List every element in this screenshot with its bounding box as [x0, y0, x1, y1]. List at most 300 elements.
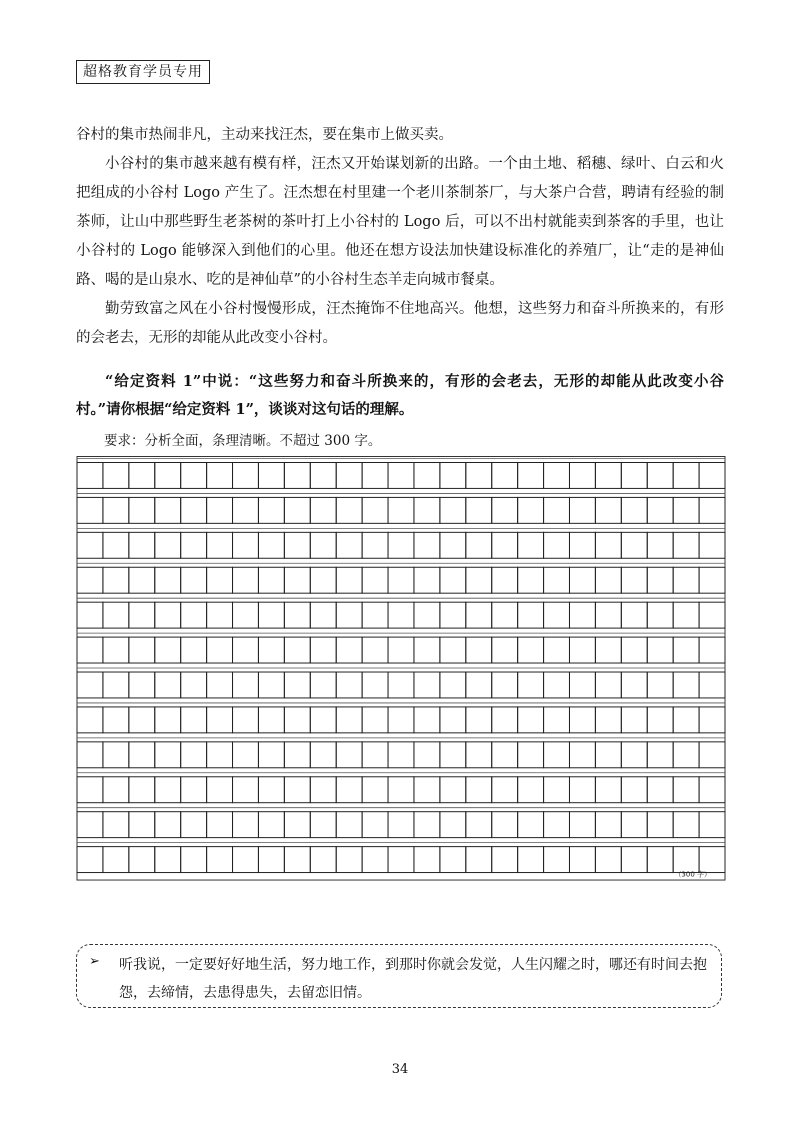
- answer-cell[interactable]: [207, 602, 233, 628]
- answer-cell[interactable]: [440, 812, 466, 838]
- answer-cell[interactable]: [181, 777, 207, 803]
- answer-cell[interactable]: [466, 637, 492, 663]
- answer-cell[interactable]: [310, 567, 336, 593]
- answer-cell[interactable]: [569, 497, 595, 523]
- answer-cell[interactable]: [336, 777, 362, 803]
- answer-cell[interactable]: [310, 602, 336, 628]
- answer-cell[interactable]: [103, 847, 129, 873]
- answer-cell[interactable]: [258, 672, 284, 698]
- answer-cell[interactable]: [181, 532, 207, 558]
- answer-cell[interactable]: [595, 847, 621, 873]
- answer-cell[interactable]: [284, 497, 310, 523]
- answer-cell[interactable]: [233, 497, 259, 523]
- answer-cell[interactable]: [518, 847, 544, 873]
- answer-cell[interactable]: [518, 567, 544, 593]
- answer-cell[interactable]: [181, 672, 207, 698]
- answer-cell[interactable]: [595, 532, 621, 558]
- answer-cell[interactable]: [388, 707, 414, 733]
- answer-cell[interactable]: [595, 707, 621, 733]
- answer-cell[interactable]: [284, 707, 310, 733]
- answer-cell[interactable]: [621, 463, 647, 489]
- answer-cell[interactable]: [673, 847, 699, 873]
- answer-cell[interactable]: [440, 602, 466, 628]
- answer-cell[interactable]: [647, 742, 673, 768]
- answer-cell[interactable]: [310, 812, 336, 838]
- answer-cell[interactable]: [181, 742, 207, 768]
- answer-cell[interactable]: [414, 742, 440, 768]
- answer-cell[interactable]: [492, 777, 518, 803]
- answer-cell[interactable]: [129, 532, 155, 558]
- answer-cell[interactable]: [466, 602, 492, 628]
- answer-cell[interactable]: [544, 497, 570, 523]
- answer-cell[interactable]: [129, 463, 155, 489]
- answer-cell[interactable]: [77, 707, 103, 733]
- answer-cell[interactable]: [440, 742, 466, 768]
- answer-cell[interactable]: [466, 497, 492, 523]
- answer-cell[interactable]: [181, 463, 207, 489]
- answer-cell[interactable]: [155, 463, 181, 489]
- answer-cell[interactable]: [414, 602, 440, 628]
- answer-cell[interactable]: [647, 777, 673, 803]
- answer-cell[interactable]: [466, 812, 492, 838]
- answer-cell[interactable]: [621, 707, 647, 733]
- answer-cell[interactable]: [699, 567, 725, 593]
- answer-cell[interactable]: [440, 672, 466, 698]
- answer-cell[interactable]: [310, 742, 336, 768]
- answer-cell[interactable]: [466, 672, 492, 698]
- answer-cell[interactable]: [362, 777, 388, 803]
- answer-cell[interactable]: [673, 567, 699, 593]
- answer-cell[interactable]: [544, 602, 570, 628]
- answer-cell[interactable]: [362, 707, 388, 733]
- answer-cell[interactable]: [362, 602, 388, 628]
- answer-cell[interactable]: [647, 812, 673, 838]
- answer-cell[interactable]: [258, 742, 284, 768]
- answer-cell[interactable]: [77, 463, 103, 489]
- answer-cell[interactable]: [492, 847, 518, 873]
- answer-cell[interactable]: [388, 567, 414, 593]
- answer-cell[interactable]: [595, 637, 621, 663]
- answer-cell[interactable]: [310, 463, 336, 489]
- answer-cell[interactable]: [336, 532, 362, 558]
- answer-cell[interactable]: [569, 567, 595, 593]
- answer-cell[interactable]: [336, 707, 362, 733]
- answer-cell[interactable]: [492, 532, 518, 558]
- answer-cell[interactable]: [336, 463, 362, 489]
- answer-cell[interactable]: [207, 672, 233, 698]
- answer-cell[interactable]: [155, 532, 181, 558]
- answer-cell[interactable]: [181, 847, 207, 873]
- answer-cell[interactable]: [466, 567, 492, 593]
- answer-cell[interactable]: [284, 847, 310, 873]
- answer-cell[interactable]: [362, 637, 388, 663]
- answer-cell[interactable]: [544, 847, 570, 873]
- answer-cell[interactable]: [544, 672, 570, 698]
- answer-cell[interactable]: [673, 637, 699, 663]
- answer-cell[interactable]: [362, 567, 388, 593]
- answer-cell[interactable]: [129, 497, 155, 523]
- answer-cell[interactable]: [595, 463, 621, 489]
- answer-cell[interactable]: [207, 532, 233, 558]
- answer-cell[interactable]: [388, 532, 414, 558]
- answer-cell[interactable]: [621, 777, 647, 803]
- answer-cell[interactable]: [77, 847, 103, 873]
- answer-cell[interactable]: [284, 812, 310, 838]
- answer-cell[interactable]: [518, 532, 544, 558]
- answer-cell[interactable]: [647, 637, 673, 663]
- answer-cell[interactable]: [129, 567, 155, 593]
- answer-cell[interactable]: [129, 637, 155, 663]
- answer-cell[interactable]: [544, 532, 570, 558]
- answer-cell[interactable]: [336, 672, 362, 698]
- answer-cell[interactable]: [440, 532, 466, 558]
- answer-cell[interactable]: [181, 707, 207, 733]
- answer-cell[interactable]: [569, 707, 595, 733]
- answer-cell[interactable]: [388, 742, 414, 768]
- answer-cell[interactable]: [492, 812, 518, 838]
- answer-cell[interactable]: [103, 602, 129, 628]
- answer-cell[interactable]: [595, 602, 621, 628]
- answer-cell[interactable]: [181, 602, 207, 628]
- answer-cell[interactable]: [492, 463, 518, 489]
- answer-cell[interactable]: [466, 742, 492, 768]
- answer-cell[interactable]: [284, 463, 310, 489]
- answer-cell[interactable]: [544, 707, 570, 733]
- answer-cell[interactable]: [388, 602, 414, 628]
- answer-cell[interactable]: [207, 637, 233, 663]
- answer-cell[interactable]: [518, 777, 544, 803]
- answer-cell[interactable]: [414, 777, 440, 803]
- answer-cell[interactable]: [518, 812, 544, 838]
- answer-cell[interactable]: [414, 812, 440, 838]
- answer-cell[interactable]: [492, 497, 518, 523]
- answer-cell[interactable]: [699, 602, 725, 628]
- answer-cell[interactable]: [336, 847, 362, 873]
- answer-cell[interactable]: [673, 497, 699, 523]
- answer-cell[interactable]: [647, 463, 673, 489]
- answer-cell[interactable]: [544, 637, 570, 663]
- answer-cell[interactable]: [569, 742, 595, 768]
- answer-cell[interactable]: [699, 532, 725, 558]
- answer-cell[interactable]: [440, 497, 466, 523]
- answer-cell[interactable]: [621, 812, 647, 838]
- answer-cell[interactable]: [414, 637, 440, 663]
- answer-cell[interactable]: [647, 602, 673, 628]
- answer-cell[interactable]: [544, 463, 570, 489]
- answer-cell[interactable]: [233, 672, 259, 698]
- answer-cell[interactable]: [181, 637, 207, 663]
- answer-cell[interactable]: [595, 672, 621, 698]
- answer-cell[interactable]: [647, 532, 673, 558]
- answer-cell[interactable]: [258, 812, 284, 838]
- answer-cell[interactable]: [621, 567, 647, 593]
- answer-cell[interactable]: [621, 637, 647, 663]
- answer-cell[interactable]: [518, 497, 544, 523]
- answer-cell[interactable]: [518, 707, 544, 733]
- answer-cell[interactable]: [414, 497, 440, 523]
- answer-cell[interactable]: [155, 707, 181, 733]
- answer-cell[interactable]: [518, 742, 544, 768]
- answer-cell[interactable]: [440, 637, 466, 663]
- answer-cell[interactable]: [284, 532, 310, 558]
- answer-cell[interactable]: [129, 812, 155, 838]
- answer-cell[interactable]: [466, 463, 492, 489]
- answer-cell[interactable]: [647, 707, 673, 733]
- answer-cell[interactable]: [595, 497, 621, 523]
- answer-cell[interactable]: [129, 847, 155, 873]
- answer-cell[interactable]: [284, 602, 310, 628]
- answer-cell[interactable]: [699, 812, 725, 838]
- answer-cell[interactable]: [207, 812, 233, 838]
- answer-cell[interactable]: [388, 637, 414, 663]
- answer-cell[interactable]: [544, 742, 570, 768]
- answer-cell[interactable]: [673, 742, 699, 768]
- answer-cell[interactable]: [181, 567, 207, 593]
- answer-cell[interactable]: [77, 812, 103, 838]
- answer-cell[interactable]: [77, 672, 103, 698]
- answer-cell[interactable]: [440, 567, 466, 593]
- answer-cell[interactable]: [233, 812, 259, 838]
- answer-cell[interactable]: [569, 672, 595, 698]
- answer-cell[interactable]: [181, 497, 207, 523]
- answer-cell[interactable]: [673, 777, 699, 803]
- answer-cell[interactable]: [310, 672, 336, 698]
- answer-cell[interactable]: [77, 637, 103, 663]
- answer-cell[interactable]: [129, 777, 155, 803]
- answer-cell[interactable]: [569, 602, 595, 628]
- answer-cell[interactable]: [310, 707, 336, 733]
- answer-cell[interactable]: [103, 532, 129, 558]
- answer-cell[interactable]: [647, 847, 673, 873]
- answer-cell[interactable]: [362, 532, 388, 558]
- answer-cell[interactable]: [155, 812, 181, 838]
- answer-cell[interactable]: [569, 777, 595, 803]
- answer-cell[interactable]: [518, 672, 544, 698]
- answer-cell[interactable]: [103, 707, 129, 733]
- answer-cell[interactable]: [699, 742, 725, 768]
- answer-cell[interactable]: [155, 497, 181, 523]
- answer-cell[interactable]: [284, 672, 310, 698]
- answer-cell[interactable]: [569, 532, 595, 558]
- answer-cell[interactable]: [673, 707, 699, 733]
- answer-cell[interactable]: [258, 532, 284, 558]
- answer-cell[interactable]: [310, 637, 336, 663]
- answer-cell[interactable]: [673, 463, 699, 489]
- answer-cell[interactable]: [621, 602, 647, 628]
- answer-cell[interactable]: [414, 463, 440, 489]
- answer-cell[interactable]: [388, 777, 414, 803]
- answer-cell[interactable]: [233, 567, 259, 593]
- answer-cell[interactable]: [621, 847, 647, 873]
- answer-cell[interactable]: [310, 497, 336, 523]
- answer-cell[interactable]: [362, 847, 388, 873]
- answer-cell[interactable]: [518, 637, 544, 663]
- answer-cell[interactable]: [673, 532, 699, 558]
- answer-cell[interactable]: [103, 812, 129, 838]
- answer-cell[interactable]: [233, 777, 259, 803]
- answer-cell[interactable]: [284, 567, 310, 593]
- answer-cell[interactable]: [258, 707, 284, 733]
- answer-cell[interactable]: [414, 567, 440, 593]
- answer-cell[interactable]: [492, 707, 518, 733]
- answer-cell[interactable]: [129, 707, 155, 733]
- answer-cell[interactable]: [595, 777, 621, 803]
- answer-cell[interactable]: [388, 463, 414, 489]
- answer-cell[interactable]: [233, 707, 259, 733]
- answer-cell[interactable]: [129, 602, 155, 628]
- answer-cell[interactable]: [155, 777, 181, 803]
- answer-cell[interactable]: [673, 672, 699, 698]
- answer-cell[interactable]: [155, 742, 181, 768]
- answer-cell[interactable]: [388, 672, 414, 698]
- answer-cell[interactable]: [310, 847, 336, 873]
- answer-cell[interactable]: [155, 847, 181, 873]
- answer-cell[interactable]: [492, 567, 518, 593]
- answer-cell[interactable]: [77, 602, 103, 628]
- answer-cell[interactable]: [77, 567, 103, 593]
- answer-cell[interactable]: [414, 532, 440, 558]
- answer-cell[interactable]: [699, 637, 725, 663]
- answer-cell[interactable]: [207, 567, 233, 593]
- answer-cell[interactable]: [233, 742, 259, 768]
- answer-cell[interactable]: [77, 777, 103, 803]
- answer-cell[interactable]: [336, 742, 362, 768]
- answer-cell[interactable]: [544, 812, 570, 838]
- answer-cell[interactable]: [336, 567, 362, 593]
- answer-cell[interactable]: [103, 637, 129, 663]
- answer-cell[interactable]: [284, 637, 310, 663]
- answer-cell[interactable]: [362, 742, 388, 768]
- answer-cell[interactable]: [258, 463, 284, 489]
- answer-cell[interactable]: [77, 742, 103, 768]
- answer-cell[interactable]: [207, 463, 233, 489]
- answer-cell[interactable]: [362, 497, 388, 523]
- answer-cell[interactable]: [621, 497, 647, 523]
- answer-cell[interactable]: [233, 463, 259, 489]
- answer-cell[interactable]: [103, 463, 129, 489]
- answer-cell[interactable]: [155, 637, 181, 663]
- answer-cell[interactable]: [699, 463, 725, 489]
- answer-cell[interactable]: [699, 672, 725, 698]
- answer-cell[interactable]: [258, 637, 284, 663]
- answer-cell[interactable]: [103, 567, 129, 593]
- answer-cell[interactable]: [77, 497, 103, 523]
- answer-cell[interactable]: [336, 812, 362, 838]
- answer-cell[interactable]: [595, 812, 621, 838]
- answer-cell[interactable]: [103, 777, 129, 803]
- answer-cell[interactable]: [440, 847, 466, 873]
- answer-cell[interactable]: [440, 777, 466, 803]
- answer-cell[interactable]: [544, 777, 570, 803]
- answer-cell[interactable]: [258, 847, 284, 873]
- answer-cell[interactable]: [258, 567, 284, 593]
- answer-cell[interactable]: [129, 742, 155, 768]
- answer-cell[interactable]: [77, 532, 103, 558]
- answer-cell[interactable]: [595, 742, 621, 768]
- answer-cell[interactable]: [362, 672, 388, 698]
- answer-cell[interactable]: [466, 777, 492, 803]
- answer-cell[interactable]: [155, 602, 181, 628]
- answer-cell[interactable]: [233, 602, 259, 628]
- answer-cell[interactable]: [336, 497, 362, 523]
- answer-cell[interactable]: [492, 602, 518, 628]
- answer-cell[interactable]: [595, 567, 621, 593]
- answer-cell[interactable]: [207, 497, 233, 523]
- answer-cell[interactable]: [569, 463, 595, 489]
- answer-cell[interactable]: [207, 707, 233, 733]
- answer-cell[interactable]: [569, 812, 595, 838]
- answer-cell[interactable]: [492, 672, 518, 698]
- answer-cell[interactable]: [207, 742, 233, 768]
- answer-cell[interactable]: [492, 742, 518, 768]
- answer-cell[interactable]: [388, 847, 414, 873]
- answer-cell[interactable]: [258, 602, 284, 628]
- answer-cell[interactable]: [284, 742, 310, 768]
- answer-cell[interactable]: [673, 812, 699, 838]
- answer-cell[interactable]: [233, 532, 259, 558]
- answer-cell[interactable]: [621, 672, 647, 698]
- answer-cell[interactable]: [414, 707, 440, 733]
- answer-cell[interactable]: [699, 777, 725, 803]
- answer-cell[interactable]: [699, 707, 725, 733]
- answer-cell[interactable]: [336, 637, 362, 663]
- answer-cell[interactable]: [492, 637, 518, 663]
- answer-cell[interactable]: [258, 497, 284, 523]
- answer-cell[interactable]: [440, 707, 466, 733]
- answer-cell[interactable]: [621, 532, 647, 558]
- answer-cell[interactable]: [518, 602, 544, 628]
- answer-cell[interactable]: [647, 497, 673, 523]
- answer-cell[interactable]: [129, 672, 155, 698]
- answer-cell[interactable]: [569, 847, 595, 873]
- answer-cell[interactable]: [310, 532, 336, 558]
- answer-cell[interactable]: [155, 672, 181, 698]
- answer-cell[interactable]: [466, 707, 492, 733]
- answer-cell[interactable]: [414, 672, 440, 698]
- answer-cell[interactable]: [388, 497, 414, 523]
- answer-cell[interactable]: [647, 672, 673, 698]
- answer-cell[interactable]: [673, 602, 699, 628]
- answer-cell[interactable]: [207, 847, 233, 873]
- answer-cell[interactable]: [699, 847, 725, 873]
- answer-cell[interactable]: [155, 567, 181, 593]
- answer-cell[interactable]: [466, 532, 492, 558]
- answer-cell[interactable]: [544, 567, 570, 593]
- answer-cell[interactable]: [233, 637, 259, 663]
- answer-cell[interactable]: [310, 777, 336, 803]
- answer-cell[interactable]: [181, 812, 207, 838]
- answer-cell[interactable]: [518, 463, 544, 489]
- answer-cell[interactable]: [466, 847, 492, 873]
- answer-cell[interactable]: [233, 847, 259, 873]
- answer-cell[interactable]: [103, 742, 129, 768]
- answer-cell[interactable]: [569, 637, 595, 663]
- answer-cell[interactable]: [336, 602, 362, 628]
- answer-cell[interactable]: [284, 777, 310, 803]
- answer-cell[interactable]: [699, 497, 725, 523]
- answer-cell[interactable]: [440, 463, 466, 489]
- answer-cell[interactable]: [103, 672, 129, 698]
- answer-cell[interactable]: [362, 812, 388, 838]
- answer-cell[interactable]: [362, 463, 388, 489]
- answer-cell[interactable]: [207, 777, 233, 803]
- answer-cell[interactable]: [103, 497, 129, 523]
- answer-cell[interactable]: [388, 812, 414, 838]
- answer-cell[interactable]: [258, 777, 284, 803]
- answer-cell[interactable]: [414, 847, 440, 873]
- answer-cell[interactable]: [647, 567, 673, 593]
- answer-cell[interactable]: [621, 742, 647, 768]
